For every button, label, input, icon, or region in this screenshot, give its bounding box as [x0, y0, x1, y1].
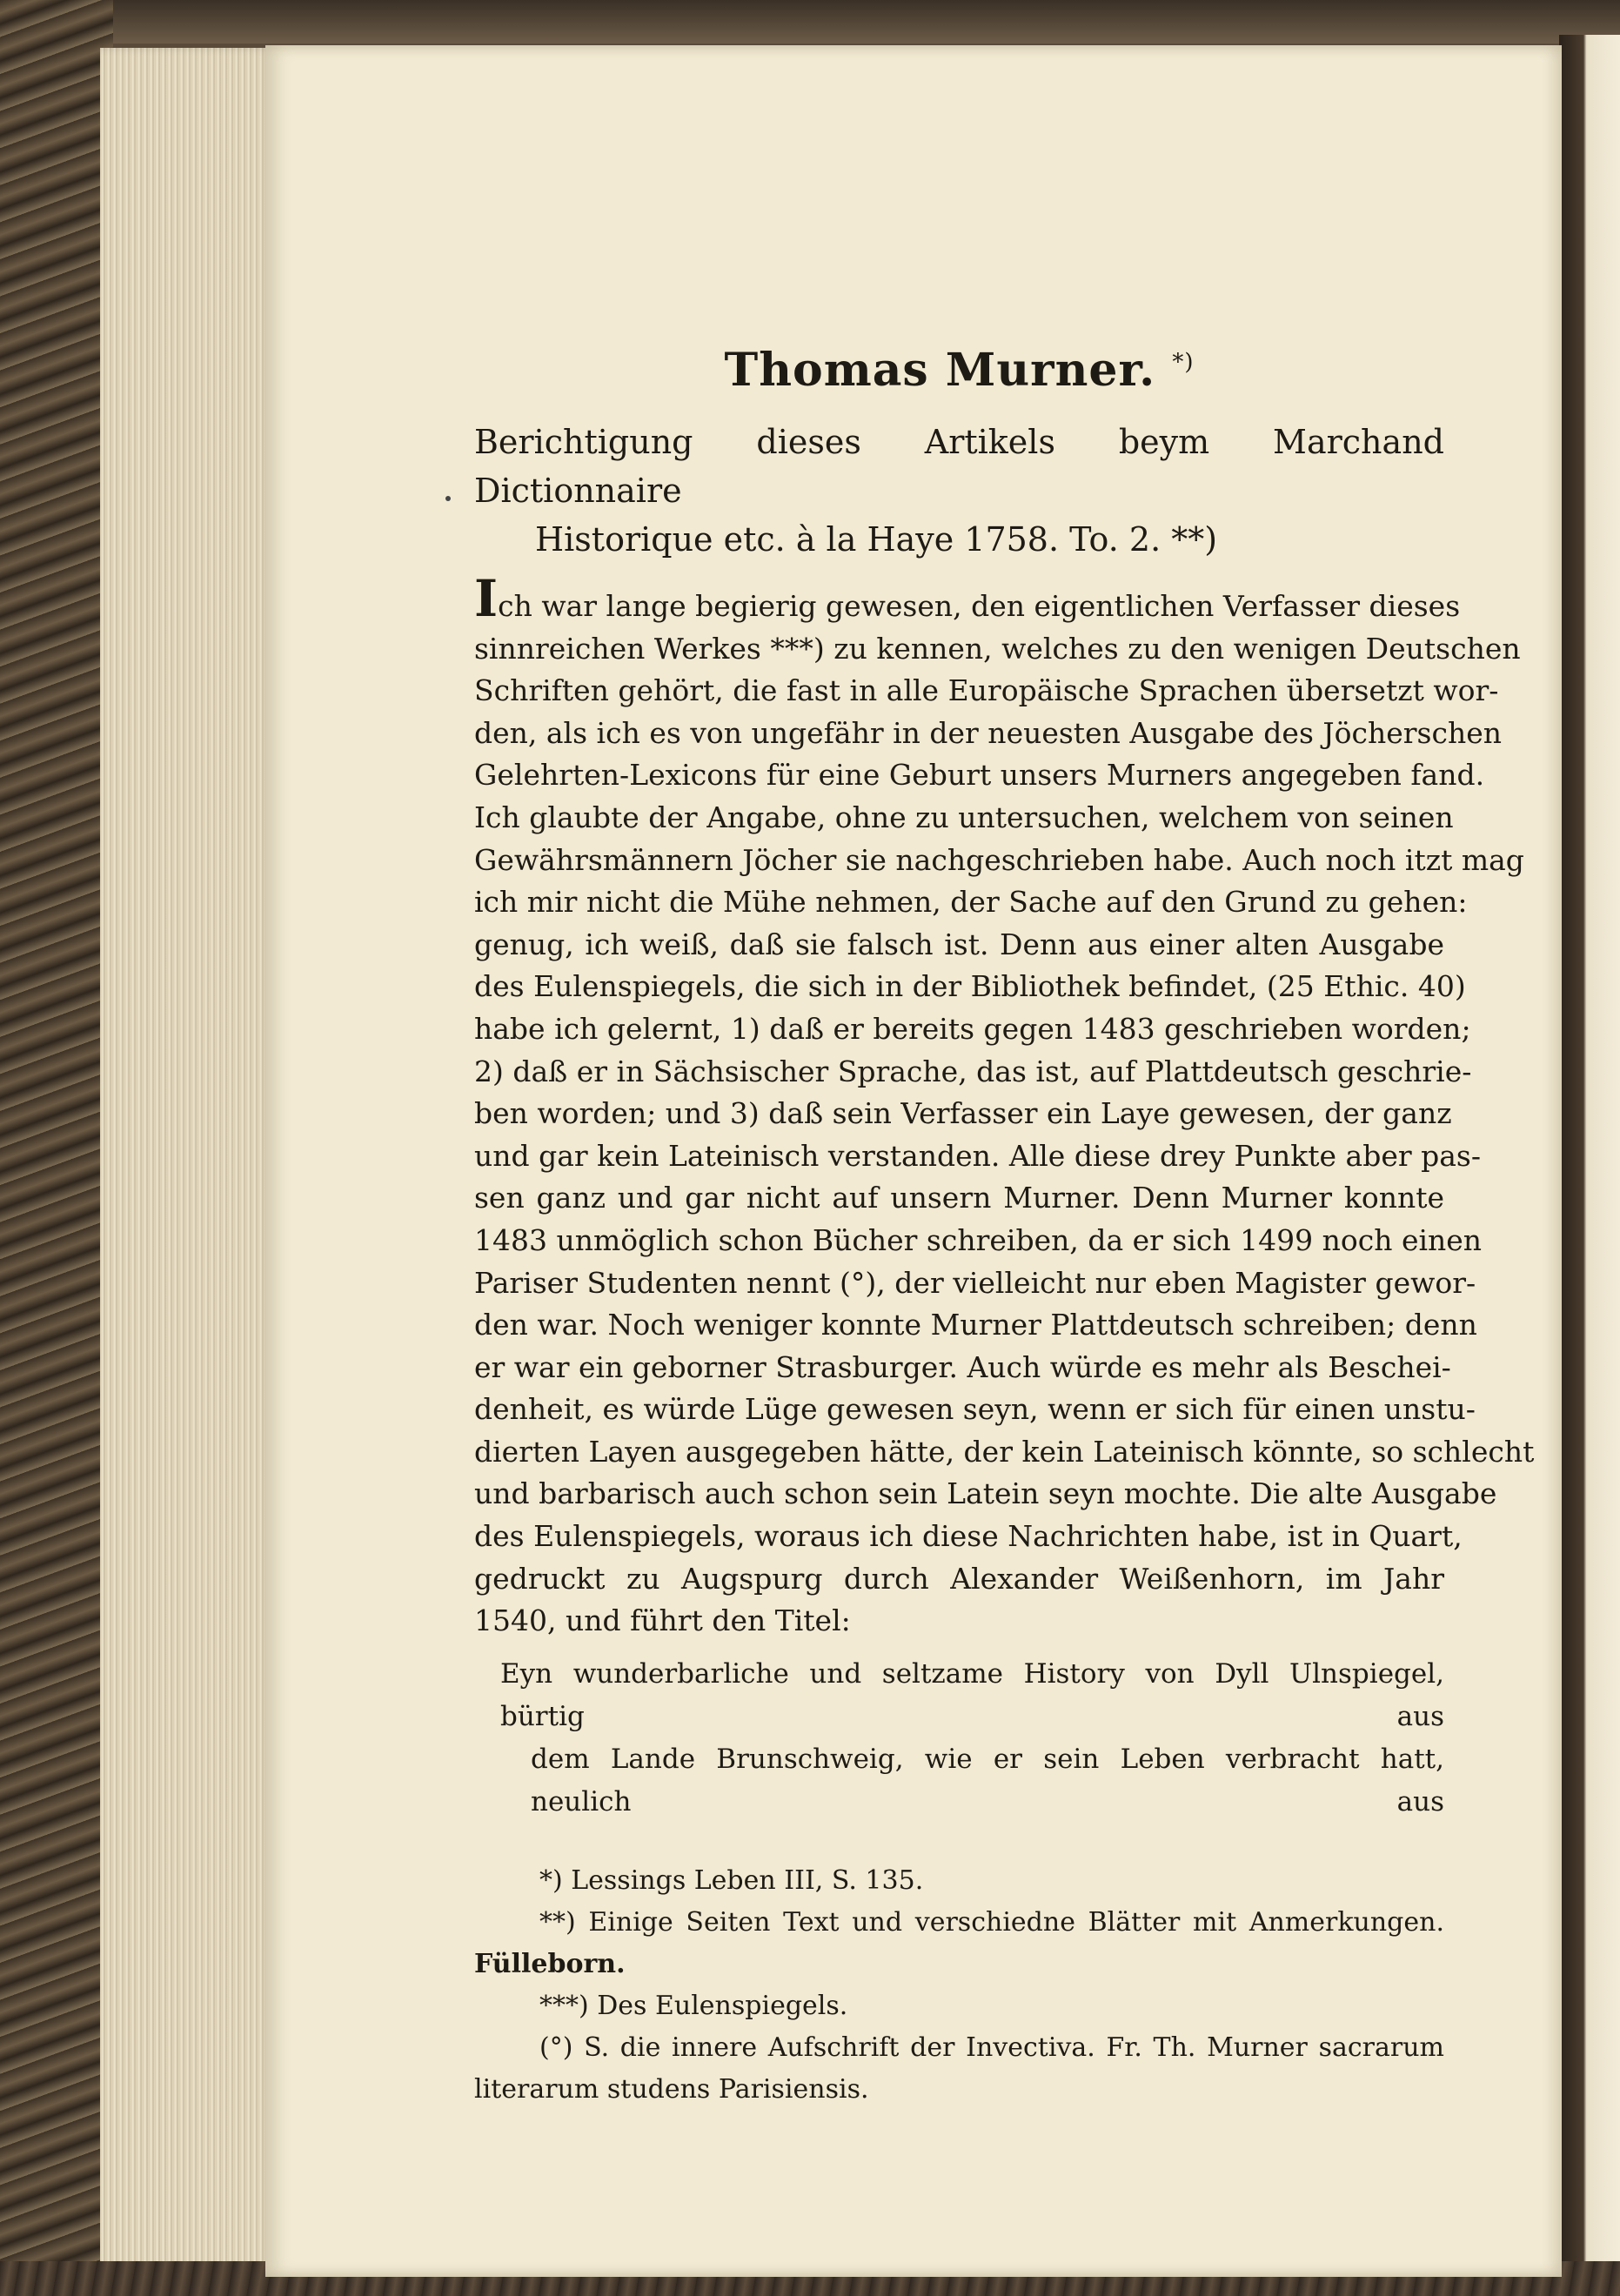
- footnote: ***) Des Eulenspiegels.: [539, 1990, 848, 2021]
- margin-dot: [445, 496, 451, 501]
- body-line: denheit, es würde Lüge gewesen seyn, wenn er sich für einen unstu-: [474, 1392, 1476, 1427]
- footnote: (°) S. die innere Aufschrift der Invectiva. Fr. Th. Murner sacrarum: [539, 2032, 1444, 2063]
- body-line: 2) daß er in Sächsischer Sprache, das ist, auf Plattdeutsch geschrie-: [474, 1054, 1472, 1088]
- book-binding: [0, 0, 113, 2296]
- subtitle: [474, 418, 1444, 564]
- body-line: habe ich gelernt, 1) daß er bereits gegen 1483 geschrieben worden;: [474, 1011, 1471, 1046]
- body-line: ich mir nicht die Mühe nehmen, der Sache auf den Grund zu gehen:: [474, 885, 1468, 920]
- body-line: 1483 unmöglich schon Bücher schreiben, da er sich 1499 noch einen: [474, 1222, 1483, 1257]
- body-line: dierten Layen ausgegeben hätte, der kein Lateinisch könnte, so schlecht: [474, 1434, 1535, 1469]
- quoted-title: [474, 1653, 1444, 1824]
- body-line: sinnreichen Werkes ***) zu kennen, welches zu den wenigen Deutschen: [474, 631, 1521, 666]
- body-line-first: Ich war lange begierig gewesen, den eigentlichen Verfasser dieses: [474, 569, 1461, 628]
- page-content: [474, 344, 1535, 2111]
- body-line: und gar kein Lateinisch verstanden. Alle diese drey Punkte aber pas-: [474, 1138, 1482, 1173]
- body-line: 1540, und führt den Titel:: [474, 1603, 851, 1638]
- body-line: er war ein geborner Strasburger. Auch würde es mehr als Beschei-: [474, 1349, 1451, 1384]
- body-line: ben worden; und 3) daß sein Verfasser ein Laye gewesen, der ganz: [474, 1096, 1452, 1131]
- book-top-edge: [0, 0, 1620, 44]
- subtitle-line: Historique etc. à la Haye 1758. To. 2. **): [535, 520, 1218, 559]
- footnote: *) Lessings Leben III, S. 135.: [539, 1864, 924, 1896]
- footnotes: [474, 1860, 1444, 2111]
- body-line: gedruckt zu Augspurg durch Alexander Weißenhorn, im Jahr: [474, 1561, 1444, 1596]
- body-line: Gewährsmännern Jöcher sie nachgeschrieben habe. Auch noch itzt mag: [474, 842, 1524, 877]
- drop-cap: I: [474, 569, 499, 628]
- body-line: den, als ich es von ungefähr in der neuesten Ausgabe des Jöcherschen: [474, 715, 1502, 750]
- footnote: literarum studens Parisiensis.: [474, 2073, 869, 2105]
- title-footnote-mark: *): [1172, 349, 1195, 376]
- body-line: des Eulenspiegels, die sich in der Bibliothek befindet, (25 Ethic. 40): [474, 969, 1466, 1004]
- body-line: des Eulenspiegels, woraus ich diese Nachrichten habe, ist in Quart,: [474, 1519, 1463, 1554]
- page-title: Thomas Murner. *): [724, 344, 1195, 397]
- footnote: **) Einige Seiten Text und verschiedne Blätter mit Anmerkungen.: [539, 1906, 1444, 1938]
- body-line: den war. Noch weniger konnte Murner Plattdeutsch schreiben; denn: [474, 1308, 1477, 1342]
- body-line: Gelehrten-Lexicons für eine Geburt unsers Murners angegeben fand.: [474, 758, 1485, 793]
- body-line: sen ganz und gar nicht auf unsern Murner. Denn Murner konnte: [474, 1181, 1444, 1215]
- quote-line: dem Lande Brunschweig, wie er sein Leben verbracht hatt, neulich aus: [531, 1743, 1444, 1817]
- subtitle-line: Berichtigung dieses Artikels beym Marchand Dictionnaire: [474, 423, 1444, 510]
- facing-page-edge: [1559, 35, 1620, 2271]
- footnote-author: Fülleborn.: [474, 1948, 626, 1979]
- body-line: Schriften gehört, die fast in alle Europäische Sprachen übersetzt wor-: [474, 673, 1499, 708]
- body-line: Ich glaubte der Angabe, ohne zu untersuchen, welchem von seinen: [474, 800, 1454, 834]
- body-line: genug, ich weiß, daß sie falsch ist. Denn aus einer alten Ausgabe: [474, 927, 1444, 961]
- body-line: und barbarisch auch schon sein Latein seyn mochte. Die alte Ausgabe: [474, 1476, 1497, 1511]
- page-stack: [100, 48, 274, 2275]
- quote-line: Eyn wunderbarliche und seltzame History von Dyll Ulnspiegel, bürtig aus: [500, 1657, 1444, 1732]
- body-text: [474, 569, 1535, 1643]
- body-line: Pariser Studenten nennt (°), der vielleicht nur eben Magister gewor-: [474, 1265, 1476, 1300]
